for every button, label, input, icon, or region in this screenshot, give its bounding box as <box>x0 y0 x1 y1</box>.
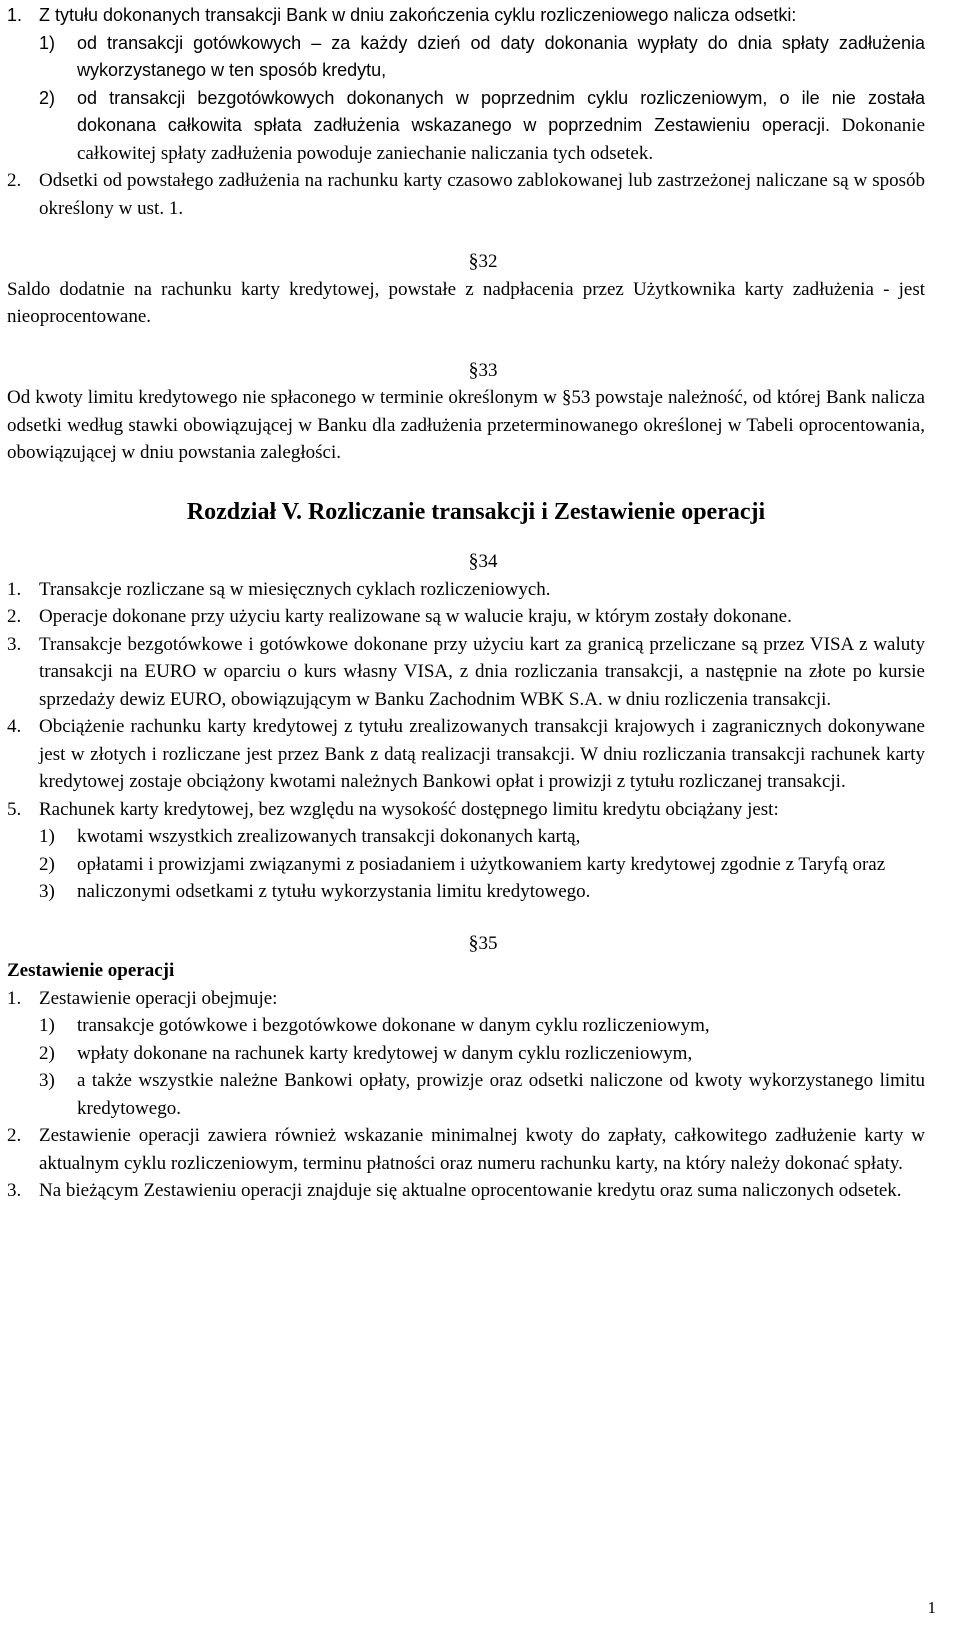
item-text: Operacje dokonane przy użyciu karty realizowane są w walucie kraju, w którym zostały dokonane. <box>39 606 792 627</box>
section-heading-32 <box>7 248 925 276</box>
item-number: 5. <box>7 798 22 820</box>
sub-item-text-part: Dokonanie całkowitej spłaty zadłużenia powoduje zaniechanie naliczania tych odsetek. <box>77 115 926 164</box>
text-part: powstaje należność, od której Bank nalicza odsetki według stawki obowiązującej w Banku dla zadłużenia przeterminowanego określonej w Tabeli oprocentowania, obowiązującej w dniu powstania zaległości. <box>7 387 925 463</box>
sub-list-item <box>39 823 925 851</box>
section-heading-34 <box>7 548 925 576</box>
section-heading-35 <box>7 930 925 958</box>
sub-item-number: 1) <box>39 826 55 847</box>
sub-item-number: 2) <box>39 1042 55 1064</box>
item-text: Zestawienie operacji obejmuje: <box>39 987 278 1009</box>
item-number: 1. <box>7 5 23 25</box>
section-32-text: Saldo dodatnie na rachunku karty kredytowej, powstałe z nadpłacenia przez Użytkownika karty zadłużenia - jest nieoprocentowane. <box>7 278 925 327</box>
sub-item-number: 3) <box>39 881 55 902</box>
item-text: Na bieżącym Zestawieniu operacji znajduje się aktualne oprocentowanie kredytu oraz suma naliczonych odsetek. <box>39 1180 902 1201</box>
item-text: Transakcje rozliczane są w miesięcznych cyklach rozliczeniowych. <box>39 578 551 600</box>
section-ref-sign: § <box>561 387 572 408</box>
list-item <box>7 1122 925 1177</box>
sub-list-item <box>39 851 925 879</box>
sub-item-number: 3) <box>39 1070 55 1091</box>
section-number: 35 <box>478 932 498 954</box>
item-text: Zestawienie operacji zawiera również wskazanie minimalnej kwoty do zapłaty, całkowitego zadłużenie karty w aktualnym cyklu rozliczeniowym, terminu płatności oraz numeru rachunku karty, na który należy dokonać spłaty. <box>39 1125 925 1174</box>
item-number: 2. <box>7 606 22 627</box>
item-number: 1. <box>7 987 22 1009</box>
item-text: Transakcje bezgotówkowe i gotówkowe dokonane przy użyciu kart za granicą przeliczane są przez VISA z waluty transakcji na EURO w oparciu o kurs własny VISA, z dnia rozliczania transakcji, a następnie na złote po kursie sprzedaży dewiz EURO, obowiązującym w Banku Zachodnim WBK S.A. w dniu rozliczenia transakcji. <box>39 633 925 710</box>
item-text: Rachunek karty kredytowej, bez względu na wysokość dostępnego limitu kredytu obciążany jest: <box>39 798 779 820</box>
section-subtitle: Zestawienie operacji <box>7 960 175 981</box>
item-number: 3. <box>7 1180 22 1201</box>
sub-item-number: 2) <box>39 853 55 875</box>
item-text: Z tytułu dokonanych transakcji Bank w dniu zakończenia cyklu rozliczeniowego nalicza odsetki: <box>39 5 797 25</box>
section-heading-33 <box>7 357 925 385</box>
section-sign: § <box>468 250 479 272</box>
list-item <box>7 713 925 796</box>
list-item <box>7 631 925 714</box>
sub-item-text: a także wszystkie należne Bankowi opłaty, prowizje oraz odsetki naliczone od kwoty wykorzystanego limitu kredytowego. <box>77 1070 925 1119</box>
section-sign: § <box>468 931 479 954</box>
list-item <box>7 796 925 824</box>
page-number: 1 <box>927 1598 936 1617</box>
sub-item-text: kwotami wszystkich zrealizowanych transakcji dokonanych kartą, <box>77 826 581 847</box>
section-number: 33 <box>478 359 498 381</box>
section-number: 34 <box>478 551 498 572</box>
sub-list-item <box>39 1067 925 1122</box>
list-item <box>7 985 925 1013</box>
sub-list-item <box>39 85 925 168</box>
item-number: 4. <box>7 716 22 737</box>
sub-list-item <box>39 1040 925 1068</box>
sub-item-text: transakcje gotówkowe i bezgotówkowe dokonane w danym cyklu rozliczeniowym, <box>77 1015 710 1036</box>
section-33-text <box>7 384 925 467</box>
list-item <box>7 2 925 30</box>
list-item <box>7 576 925 604</box>
sub-item-number: 1) <box>39 1015 55 1036</box>
item-number: 2. <box>7 170 22 191</box>
section-sign: § <box>468 550 479 572</box>
sub-list-item <box>39 30 925 85</box>
list-item <box>7 603 925 631</box>
document-page <box>7 0 925 1205</box>
section-sign: § <box>468 358 479 381</box>
item-text: Obciążenie rachunku karty kredytowej z tytułu zrealizowanych transakcji krajowych i zagranicznych dokonywane jest w złotych i rozliczane jest przez Bank z datą realizacji transakcji. W dniu rozliczania transakcji rachunek karty kredytowej zostaje obciążony kwotami należnych Bankowi opłat i prowizji z tytułu rozliczanej transakcji. <box>39 716 925 792</box>
chapter-title: Rozdział V. Rozliczanie transakcji i Zestawienie operacji <box>186 498 766 525</box>
item-text: Odsetki od powstałego zadłużenia na rachunku karty czasowo zablokowanej lub zastrzeżonej naliczane są w sposób określony w ust. 1. <box>39 170 925 219</box>
text-part: Od kwoty limitu kredytowego nie spłaconego w terminie określonym w <box>7 387 562 408</box>
section-ref-number: 53 <box>571 387 591 408</box>
item-number: 2. <box>7 1125 22 1146</box>
list-item <box>7 1177 925 1205</box>
sub-item-text: naliczonymi odsetkami z tytułu wykorzystania limitu kredytowego. <box>77 881 591 902</box>
sub-list-item <box>39 878 925 906</box>
item-number: 1. <box>7 578 22 600</box>
sub-item-text: opłatami i prowizjami związanymi z posiadaniem i użytkowaniem karty kredytowej zgodnie z Taryfą oraz <box>77 853 886 875</box>
sub-item-number: 1) <box>39 32 56 53</box>
sub-item-number: 2) <box>39 87 56 108</box>
sub-item-text: wpłaty dokonane na rachunek karty kredytowej w danym cyklu rozliczeniowym, <box>77 1042 693 1064</box>
item-number: 3. <box>7 633 22 655</box>
section-number: 32 <box>478 251 498 272</box>
sub-list-item <box>39 1012 925 1040</box>
sub-item-text <box>77 85 925 168</box>
list-item <box>7 167 925 222</box>
sub-item-text-part: od transakcji bezgotówkowych dokonanych w poprzednim cyklu rozliczeniowym, o ile nie została dokonana całkowita spłata zadłużenia wskazanego w poprzednim Zestawieniu operacji. <box>77 87 925 135</box>
sub-item-text: od transakcji gotówkowych – za każdy dzień od daty dokonania wypłaty do dnia spłaty zadłużenia wykorzystanego w ten sposób kredytu, <box>77 32 925 80</box>
